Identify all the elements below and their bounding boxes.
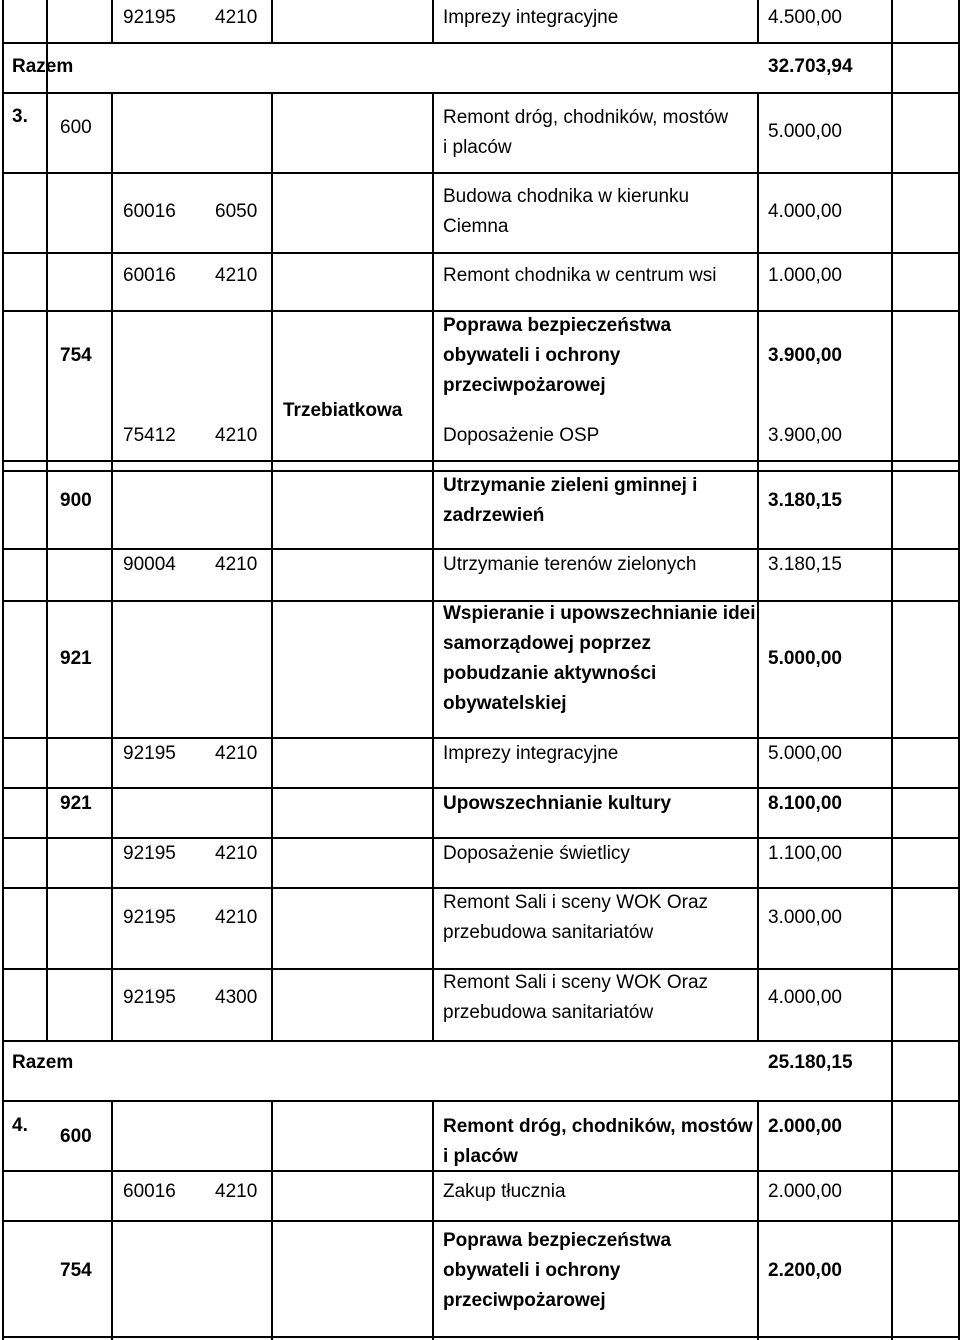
row-name-line: przeciwpożarowej xyxy=(443,1290,606,1311)
row-paragraf: 4210 xyxy=(215,843,258,864)
row-amount: 2.000,00 xyxy=(768,1181,842,1202)
table-border xyxy=(2,1336,958,1338)
row-dzial: 754 xyxy=(60,345,92,366)
row-amount: 25.180,15 xyxy=(768,1052,853,1073)
row-name-line: Poprawa bezpieczeństwa xyxy=(443,1230,672,1251)
table-border xyxy=(2,42,958,44)
solectwo-label: Trzebiatkowa xyxy=(283,400,403,421)
row-name-line: Wspieranie i upowszechnianie idei xyxy=(443,603,756,624)
row-dzial: 921 xyxy=(60,793,92,814)
row-rozdzial: 60016 xyxy=(123,1181,176,1202)
row-amount: 5.000,00 xyxy=(768,743,842,764)
row-name-line: Zakup tłucznia xyxy=(443,1181,566,1202)
table-border xyxy=(2,1220,958,1222)
row-amount: 3.180,15 xyxy=(768,490,842,511)
row-name-line: Imprezy integracyjne xyxy=(443,7,619,28)
table-border xyxy=(2,1100,958,1102)
row-name-line: samorządowej poprzez xyxy=(443,633,651,654)
row-paragraf: 4210 xyxy=(215,7,258,28)
row-name-line: Utrzymanie zieleni gminnej i xyxy=(443,475,698,496)
row-rozdzial: 92195 xyxy=(123,987,176,1008)
row-dzial: 600 xyxy=(60,117,92,138)
row-name-line: Ciemna xyxy=(443,216,509,237)
table-border xyxy=(111,92,113,1040)
row-name-line: Budowa chodnika w kierunku xyxy=(443,186,690,207)
row-rozdzial: 60016 xyxy=(123,265,176,286)
row-razem-label: Razem xyxy=(12,1052,74,1073)
table-border xyxy=(2,172,958,174)
row-paragraf: 4210 xyxy=(215,425,258,446)
row-name-line: obywateli i ochrony xyxy=(443,1260,621,1281)
row-amount: 1.000,00 xyxy=(768,265,842,286)
row-name-line: Upowszechnianie kultury xyxy=(443,793,672,814)
table-border xyxy=(757,0,759,42)
row-name-line: Poprawa bezpieczeństwa xyxy=(443,315,672,336)
row-amount: 4.000,00 xyxy=(768,987,842,1008)
table-border xyxy=(432,92,434,1040)
row-name-line: Imprezy integracyjne xyxy=(443,743,619,764)
row-amount: 3.900,00 xyxy=(768,425,842,446)
row-name-line: Remont dróg, chodników, mostów xyxy=(443,107,729,128)
row-name-line: Remont Sali i sceny WOK Oraz xyxy=(443,892,709,913)
row-amount: 5.000,00 xyxy=(768,648,842,669)
table-border xyxy=(2,0,4,1340)
row-dzial: 921 xyxy=(60,648,92,669)
table-border xyxy=(2,252,958,254)
row-name-line: przeciwpożarowej xyxy=(443,375,606,396)
row-rozdzial: 92195 xyxy=(123,7,176,28)
row-paragraf: 4300 xyxy=(215,987,258,1008)
row-dzial: 754 xyxy=(60,1260,92,1281)
row-paragraf: 4210 xyxy=(215,1181,258,1202)
row-rozdzial: 60016 xyxy=(123,201,176,222)
table-border xyxy=(432,0,434,42)
row-amount: 1.100,00 xyxy=(768,843,842,864)
table-border xyxy=(46,0,48,1040)
row-lp: 3. xyxy=(12,106,28,127)
row-name-line: Doposażenie świetlicy xyxy=(443,843,630,864)
row-name-line: zadrzewień xyxy=(443,505,545,526)
row-name-line: Remont chodnika w centrum wsi xyxy=(443,265,717,286)
row-rozdzial: 92195 xyxy=(123,907,176,928)
row-rozdzial: 92195 xyxy=(123,843,176,864)
row-rozdzial: 92195 xyxy=(123,743,176,764)
row-name-line: obywatelskiej xyxy=(443,693,567,714)
row-dzial: 900 xyxy=(60,490,92,511)
row-paragraf: 4210 xyxy=(215,907,258,928)
table-border xyxy=(271,92,273,1040)
row-amount: 2.200,00 xyxy=(768,1260,842,1281)
row-paragraf: 4210 xyxy=(215,554,258,575)
row-name-line: przebudowa sanitariatów xyxy=(443,922,654,943)
row-amount: 3.900,00 xyxy=(768,345,842,366)
row-rozdzial: 90004 xyxy=(123,554,176,575)
table-border xyxy=(2,460,958,462)
row-name-line: i placów xyxy=(443,1146,518,1167)
row-name-line: przebudowa sanitariatów xyxy=(443,1002,654,1023)
row-amount: 8.100,00 xyxy=(768,793,842,814)
row-razem-label: Razem xyxy=(12,56,74,77)
row-amount: 4.000,00 xyxy=(768,201,842,222)
table-border xyxy=(271,0,273,42)
table-border xyxy=(111,0,113,42)
table-border xyxy=(891,0,893,1340)
row-name-line: i placów xyxy=(443,137,512,158)
row-amount: 2.000,00 xyxy=(768,1116,842,1137)
table-border xyxy=(2,1040,958,1042)
row-name-line: Remont Sali i sceny WOK Oraz xyxy=(443,972,709,993)
row-name-line: Remont dróg, chodników, mostów xyxy=(443,1116,753,1137)
row-paragraf: 6050 xyxy=(215,201,258,222)
row-amount: 32.703,94 xyxy=(768,56,853,77)
row-amount: 5.000,00 xyxy=(768,121,842,142)
row-name-line: pobudzanie aktywności xyxy=(443,663,657,684)
row-name-line: obywateli i ochrony xyxy=(443,345,621,366)
row-amount: 3.000,00 xyxy=(768,907,842,928)
row-paragraf: 4210 xyxy=(215,743,258,764)
row-amount: 3.180,15 xyxy=(768,554,842,575)
table-border xyxy=(757,92,759,1040)
row-lp: 4. xyxy=(12,1115,28,1136)
table-border xyxy=(2,92,958,94)
row-amount: 4.500,00 xyxy=(768,7,842,28)
row-name-line: Utrzymanie terenów zielonych xyxy=(443,554,697,575)
row-rozdzial: 75412 xyxy=(123,425,176,446)
row-name-line: Doposażenie OSP xyxy=(443,425,600,446)
row-paragraf: 4210 xyxy=(215,265,258,286)
row-dzial: 600 xyxy=(60,1126,92,1147)
